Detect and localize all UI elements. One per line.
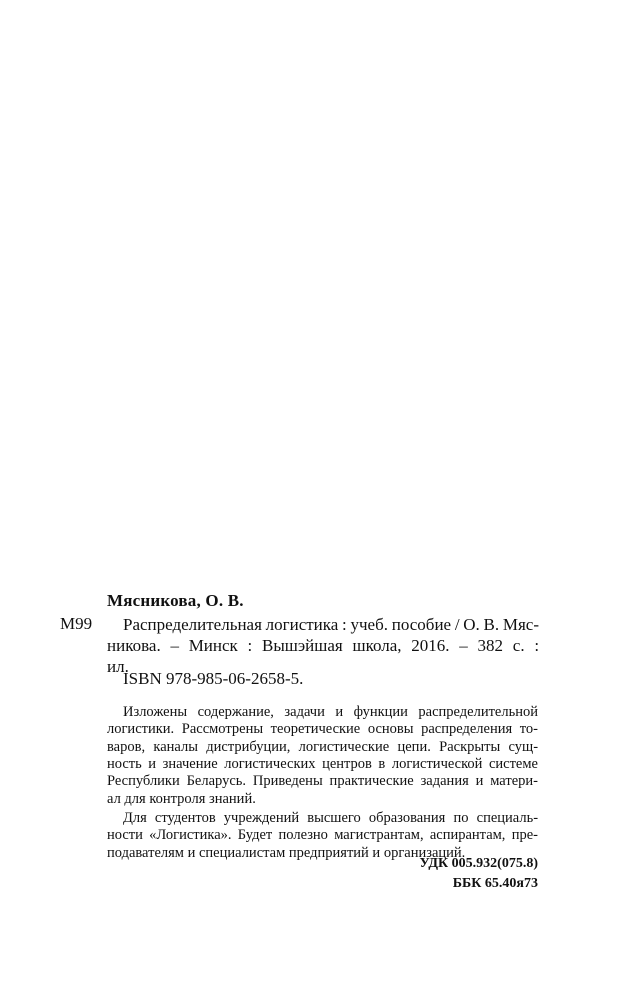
annotation-line-2: логистики. Рассмотрены теоретические основы распределения то-	[107, 721, 538, 737]
isbn: ISBN 978-985-06-2658-5.	[123, 669, 304, 688]
annotation-line-4: ность и значение логистических центров в логистической системе	[107, 756, 538, 772]
annotation-line-1: Изложены содержание, задачи и функции распределительной	[123, 704, 538, 720]
annotation-line-8: ности «Логистика». Будет полезно магистрантам, аспирантам, пре-	[107, 827, 538, 843]
annotation-line-6: ал для контроля знаний.	[107, 791, 256, 807]
bibliographic-line-2: никова. – Минск : Вышэйшая школа, 2016. – 382 с. :	[107, 636, 540, 655]
author-heading: Мясникова, О. В.	[107, 591, 244, 610]
annotation-line-3: варов, каналы дистрибуции, логистические цепи. Раскрыты сущ-	[107, 739, 539, 755]
annotation-line-5: Республики Беларусь. Приведены практические задания и матери-	[107, 773, 538, 789]
annotation-line-9: подавателям и специалистам предприятий и организаций.	[107, 845, 466, 861]
bibliographic-line-3: ил.	[107, 657, 129, 676]
annotation-line-7: Для студентов учреждений высшего образования по специаль-	[123, 810, 539, 826]
catalog-code: М99	[60, 614, 93, 633]
udk-index: УДК 005.932(075.8)	[419, 856, 538, 871]
bibliographic-line-1: Распределительная логистика : учеб. пособие / О. В. Мяс-	[123, 615, 539, 634]
bbk-index: ББК 65.40я73	[452, 876, 538, 891]
